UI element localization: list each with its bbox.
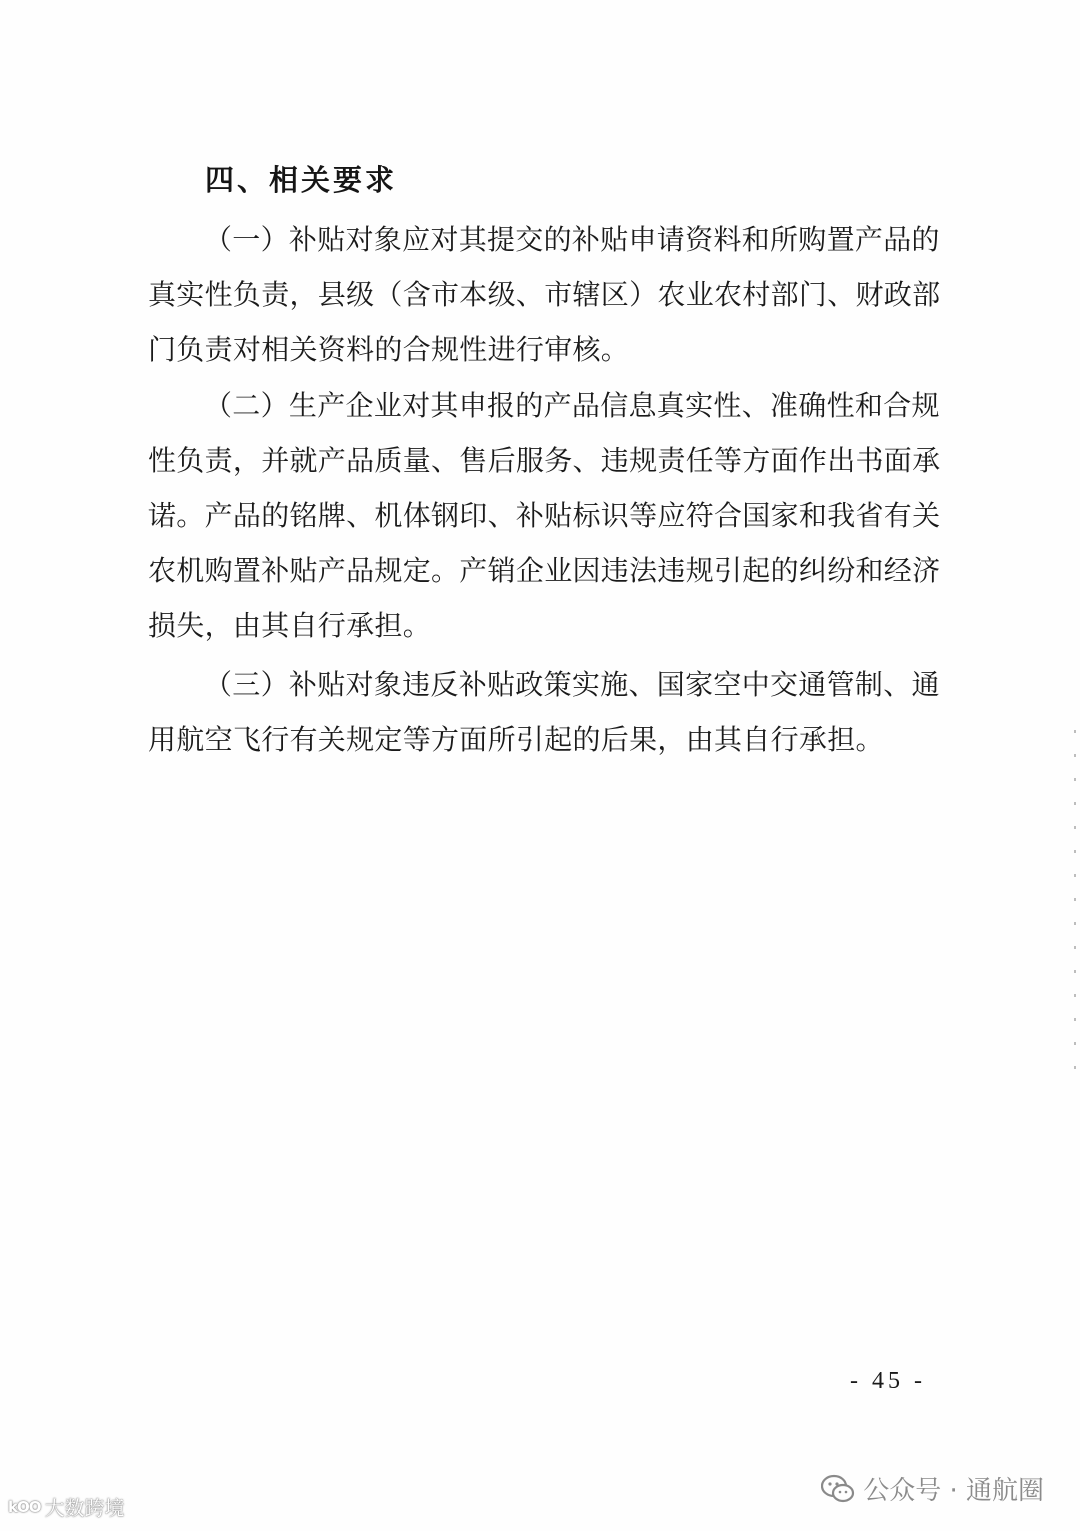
paragraph-line: （二）生产企业对其申报的产品信息真实性、准确性和合规 <box>204 389 940 422</box>
paragraph-line: 性负责，并就产品质量、售后服务、违规责任等方面作出书面承 <box>148 444 941 477</box>
watermark-right <box>821 1470 1044 1507</box>
paragraph-1 <box>148 212 948 377</box>
section-heading: 四、相关要求 <box>205 163 398 197</box>
watermark-logo: kOO <box>8 1497 41 1516</box>
paragraph-line: 损失，由其自行承担。 <box>148 609 432 642</box>
paragraph-line: 诺。产品的铭牌、机体钢印、补贴标识等应符合国家和我省有关 <box>148 499 941 532</box>
paragraph-line: （三）补贴对象违反补贴政策实施、国家空中交通管制、通 <box>204 668 940 701</box>
watermark-left <box>8 1492 124 1521</box>
scan-edge-artifact <box>1074 730 1076 1090</box>
paragraph-2 <box>148 378 948 653</box>
paragraph-line: （一）补贴对象应对其提交的补贴申请资料和所购置产品的 <box>204 223 940 256</box>
paragraph-3 <box>148 657 948 767</box>
paragraph-line: 门负责对相关资料的合规性进行审核。 <box>148 333 630 366</box>
watermark-right-text: 公众号 · 通航圈 <box>863 1476 1044 1506</box>
wechat-icon <box>821 1474 855 1504</box>
paragraph-line: 农机购置补贴产品规定。产销企业因违法违规引起的纠纷和经济 <box>148 554 941 587</box>
paragraph-line: 用航空飞行有关规定等方面所引起的后果，由其自行承担。 <box>148 723 884 756</box>
watermark-left-text: 大数跨境 <box>44 1496 125 1520</box>
page-number: - 45 - <box>850 1368 926 1394</box>
paragraph-line: 真实性负责，县级（含市本级、市辖区）农业农村部门、财政部 <box>148 278 941 311</box>
